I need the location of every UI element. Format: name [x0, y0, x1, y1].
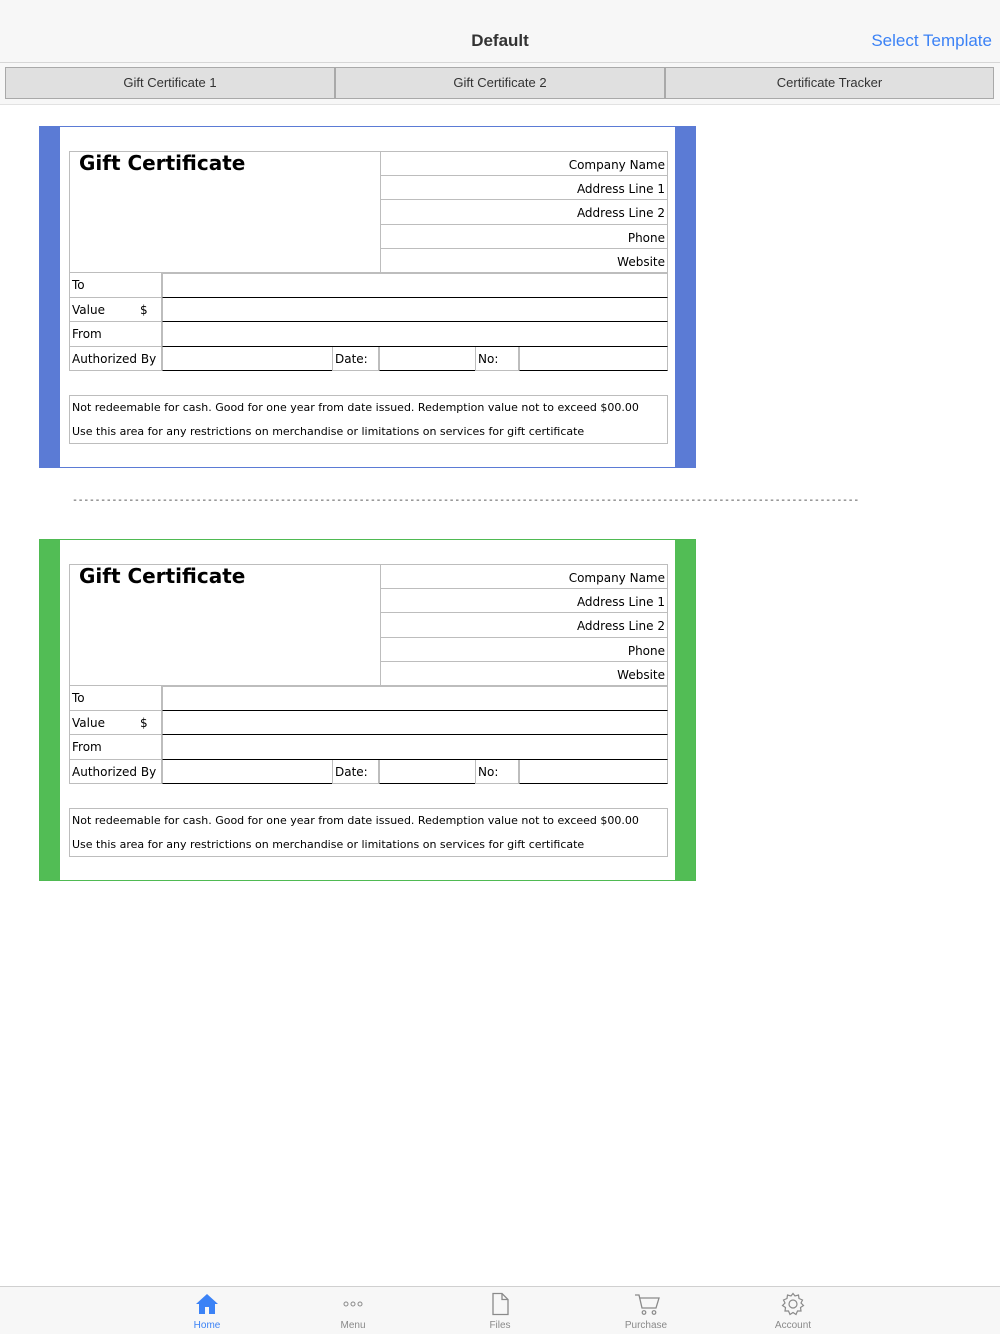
date-label: Date:	[332, 347, 379, 372]
accent-bar-right	[675, 127, 695, 467]
phone[interactable]: Phone	[381, 638, 667, 662]
date-label: Date:	[332, 760, 379, 785]
home-icon	[195, 1292, 219, 1316]
value-row	[69, 711, 668, 736]
company-name[interactable]: Company Name	[381, 565, 667, 589]
terms-line-2: Use this area for any restrictions on merchandise or limitations on services for gift certificate	[72, 838, 585, 851]
phone[interactable]: Phone	[381, 225, 667, 249]
from-field[interactable]	[162, 735, 668, 760]
no-label: No:	[475, 347, 519, 372]
tab-purchase-label: Purchase	[624, 1320, 668, 1331]
authorized-by-field[interactable]	[162, 760, 332, 785]
no-label: No:	[475, 760, 519, 785]
terms-line-2: Use this area for any restrictions on merchandise or limitations on services for gift certificate	[72, 425, 585, 438]
address-line-2[interactable]: Address Line 2	[381, 200, 667, 224]
tab-menu-label: Menu	[340, 1320, 366, 1331]
certificate-title: Gift Certificate	[79, 564, 246, 588]
value-label: Value	[69, 711, 162, 736]
from-row	[69, 322, 668, 347]
tab-account[interactable]	[743, 1287, 843, 1335]
gear-icon	[781, 1292, 805, 1316]
value-row	[69, 298, 668, 323]
ellipsis-icon	[341, 1292, 365, 1316]
address-line-1[interactable]: Address Line 1	[381, 589, 667, 613]
certificate-title: Gift Certificate	[79, 151, 246, 175]
from-field[interactable]	[162, 322, 668, 347]
website[interactable]: Website	[617, 667, 665, 682]
company-info	[380, 151, 668, 273]
tab-files-label: Files	[489, 1320, 511, 1331]
cart-icon	[634, 1292, 660, 1316]
website[interactable]: Website	[617, 254, 665, 269]
authorized-row	[69, 347, 668, 372]
date-field[interactable]	[379, 347, 475, 372]
tab-certificate-tracker[interactable]: Certificate Tracker	[665, 67, 994, 99]
accent-bar-left	[40, 127, 60, 467]
from-row	[69, 735, 668, 760]
value-field[interactable]	[162, 711, 668, 736]
to-field[interactable]	[162, 273, 668, 298]
page-title: Default	[471, 31, 529, 50]
terms-box[interactable]	[69, 395, 668, 444]
authorized-by-field[interactable]	[162, 347, 332, 372]
tab-purchase[interactable]	[596, 1287, 696, 1335]
address-line-2[interactable]: Address Line 2	[381, 613, 667, 637]
to-label: To	[69, 686, 162, 711]
tab-files[interactable]	[450, 1287, 550, 1335]
date-field[interactable]	[379, 760, 475, 785]
terms-line-1: Not redeemable for cash. Good for one year from date issued. Redemption value not to exceed $00.00	[72, 814, 639, 827]
gift-certificate-blue[interactable]	[39, 126, 696, 468]
accent-bar-right	[675, 540, 695, 880]
no-field[interactable]	[519, 760, 668, 785]
company-info	[380, 564, 668, 686]
authorized-by-label: Authorized By	[69, 347, 162, 372]
select-template-button[interactable]: Select Template	[871, 31, 992, 50]
tab-gift-certificate-2[interactable]: Gift Certificate 2	[335, 67, 665, 99]
terms-line-1: Not redeemable for cash. Good for one year from date issued. Redemption value not to exceed $00.00	[72, 401, 639, 414]
bottom-tab-bar	[0, 1286, 1000, 1334]
tab-menu[interactable]	[303, 1287, 403, 1335]
to-label: To	[69, 273, 162, 298]
from-label: From	[69, 735, 162, 760]
tab-account-label: Account	[774, 1320, 812, 1331]
to-row	[69, 273, 668, 298]
to-row	[69, 686, 668, 711]
currency-symbol: $	[140, 715, 148, 730]
tab-gift-certificate-1[interactable]: Gift Certificate 1	[5, 67, 335, 99]
value-label: Value	[69, 298, 162, 323]
authorized-row	[69, 760, 668, 785]
navigation-bar	[0, 0, 1000, 63]
accent-bar-left	[40, 540, 60, 880]
currency-symbol: $	[140, 302, 148, 317]
authorized-by-label: Authorized By	[69, 760, 162, 785]
tab-home[interactable]	[157, 1287, 257, 1335]
cut-line: --------------------------------------------------------------------------------------------------------------------------------------------	[72, 495, 859, 506]
template-tabs	[0, 63, 1000, 105]
gift-certificate-green[interactable]	[39, 539, 696, 881]
from-label: From	[69, 322, 162, 347]
value-field[interactable]	[162, 298, 668, 323]
address-line-1[interactable]: Address Line 1	[381, 176, 667, 200]
tab-home-label: Home	[193, 1320, 221, 1331]
to-field[interactable]	[162, 686, 668, 711]
terms-box[interactable]	[69, 808, 668, 857]
no-field[interactable]	[519, 347, 668, 372]
file-icon	[488, 1292, 512, 1316]
company-name[interactable]: Company Name	[381, 152, 667, 176]
